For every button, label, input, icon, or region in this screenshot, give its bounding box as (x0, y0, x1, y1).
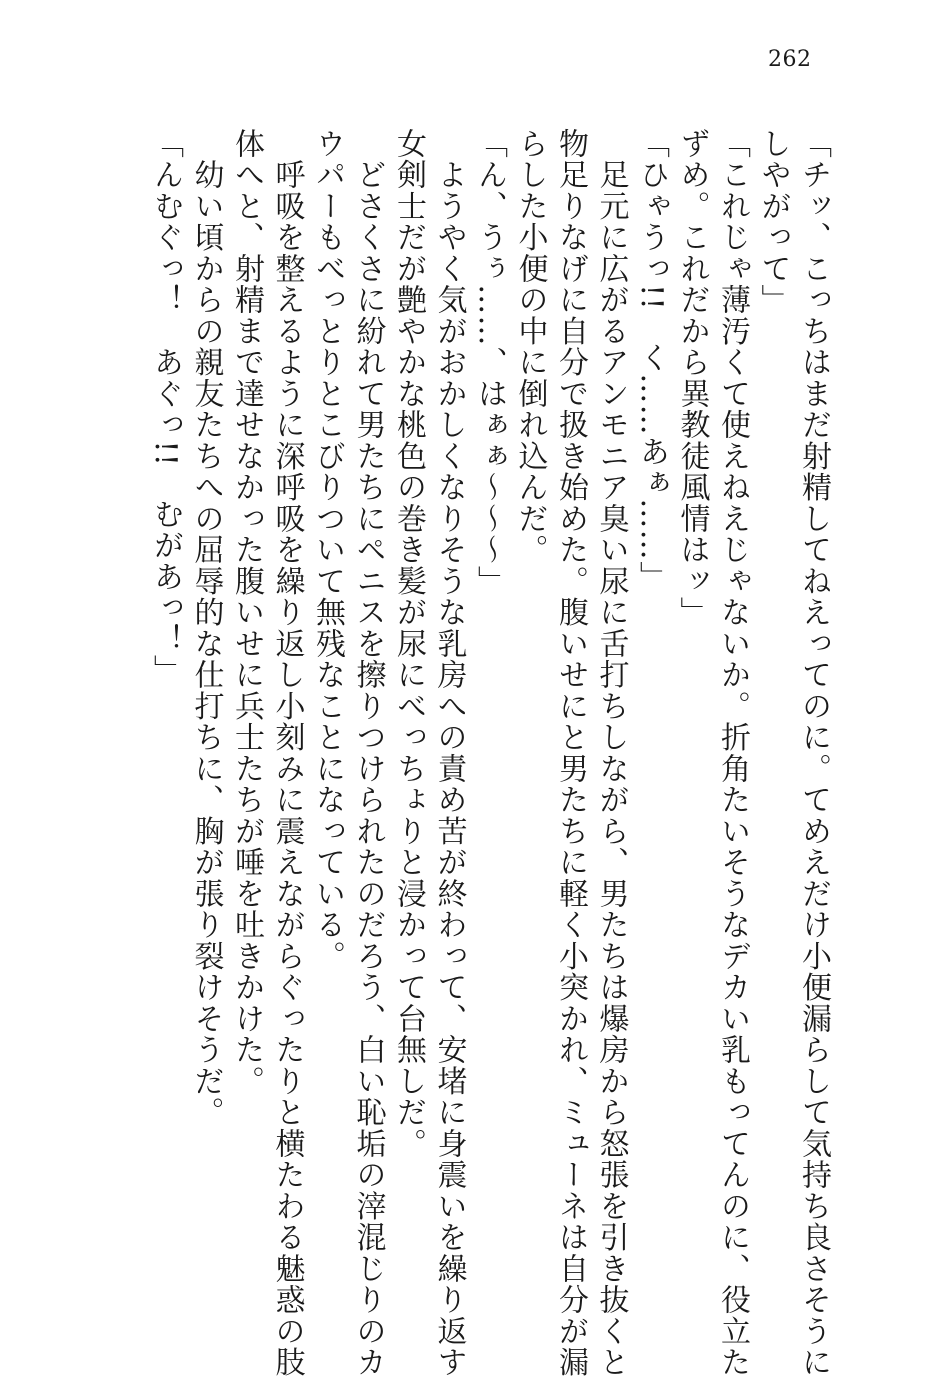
text-line: らした小便の中に倒れ込んだ。 (512, 128, 548, 566)
page-number: 262 (768, 47, 812, 72)
text-line: 物足りなげに自分で扱き始めた。腹いせにと男たちに軽く小突かれ、ミューネは自分が漏 (553, 128, 588, 1378)
text-line: 「んむぐっ！ あぐっ!! むがあっ！」 (148, 128, 183, 686)
text-line: 「ひゃうっ!! く……あぁ……」 (634, 128, 669, 593)
text-line: しやがって」 (755, 128, 791, 316)
text-line: ずめ。これだから異教徒風情はッ」 (674, 128, 710, 628)
text-line: 幼い頃からの親友たちへの屈辱的な仕打ちに、胸が張り裂けそうだ。 (188, 128, 224, 1128)
text-line: ようやく気がおかしくなりそうな乳房への責め苦が終わって、安堵に身震いを繰り返す (431, 128, 467, 1378)
text-line: どさくさに紛れて男たちにペニスを擦りつけられたのだろう、白い恥垢の滓混じりのカ (350, 128, 386, 1378)
vertical-text-block (148, 128, 831, 1378)
text-line: 体へと、射精まで達せなかった腹いせに兵士たちが唾を吐きかけた。 (229, 128, 264, 1097)
text-line: 足元に広がるアンモニア臭い尿に舌打ちしながら、男たちは爆房から怒張を引き抜くと (593, 128, 629, 1378)
text-line: ウパーもべっとりとこびりついて無残なことになっている。 (310, 128, 345, 972)
text-line: 女剣士だが艶やかな桃色の巻き髪が尿にべっちょりと浸かって台無しだ。 (391, 128, 426, 1160)
text-line: 「チッ、こっちはまだ射精してねえってのに。てめえだけ小便漏らして気持ち良さそうに (796, 128, 831, 1378)
text-line: 「これじゃ薄汚くて使えねえじゃないか。折角たいそうなデカい乳もってんのに、役立た (715, 128, 750, 1378)
text-line: 呼吸を整えるように深呼吸を繰り返し小刻みに震えながらぐったりと横たわる魅惑の肢 (269, 128, 305, 1378)
text-line: 「ん、うぅ……、はぁぁ～～～」 (472, 128, 507, 597)
